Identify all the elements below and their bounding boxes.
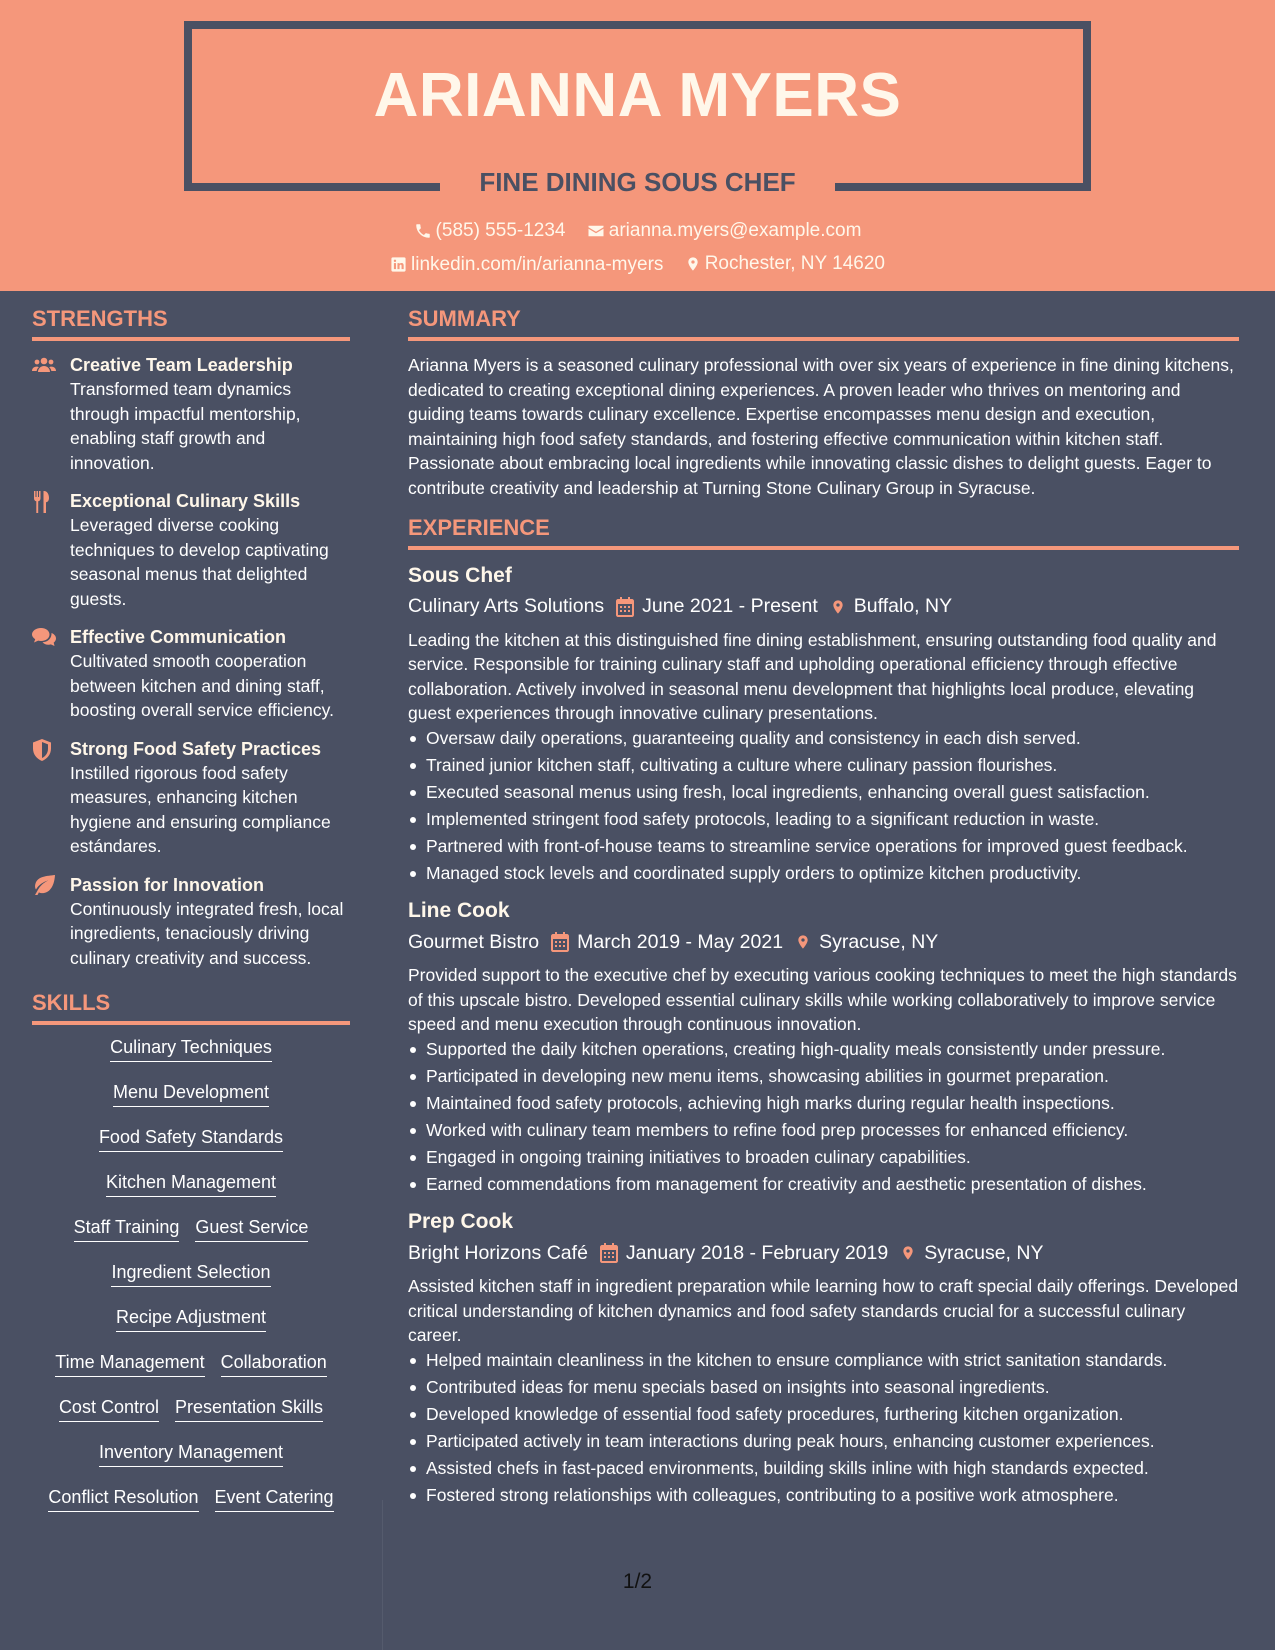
strength-title: Passion for Innovation [70,874,265,895]
job-bullet: Assisted chefs in fast-paced environments, building skills inline with high standards expected. [408,1456,1239,1481]
skill-tag: Guest Service [195,1217,308,1242]
job-title: FINE DINING SOUS CHEF [479,167,796,197]
map-pin-icon [900,1243,916,1263]
shield-icon [32,737,70,859]
skill-tag: Presentation Skills [175,1397,323,1422]
phone-text: (585) 555-1234 [435,220,566,241]
location-contact [685,253,885,275]
contact-row-1 [0,220,1275,246]
page-number: 1/2 [622,1570,653,1593]
skill-row [32,1307,350,1352]
job-bullet: Implemented stringent food safety protocols, leading to a significant reduction in waste. [408,807,1239,832]
linkedin-icon [390,256,407,273]
skill-tag: Culinary Techniques [110,1037,272,1062]
job-bullet: Oversaw daily operations, guaranteeing quality and consistency in each dish served. [408,726,1239,751]
job-bullet: Maintained food safety protocols, achieving high marks during regular health inspections. [408,1091,1239,1116]
resume-header [0,0,1275,291]
strength-text: Cultivated smooth cooperation between kitchen and dining staff, boosting overall service efficiency. [70,651,334,720]
job-bullet: Executed seasonal menus using fresh, local ingredients, enhancing overall guest satisfaction. [408,780,1239,805]
calendar-icon [551,932,569,952]
strength-text: Instilled rigorous food safety measures, enhancing kitchen hygiene and ensuring compliance estándares. [70,762,331,856]
job-meta [408,590,1239,624]
strength-item [32,353,350,475]
strength-title: Strong Food Safety Practices [70,738,322,759]
job-company: Culinary Arts Solutions [408,595,605,618]
linkedin-contact[interactable] [390,254,663,276]
job-bullet: Contributed ideas for menu specials based on insights into seasonal ingredients. [408,1375,1239,1400]
job-dates: June 2021 - Present [642,595,818,618]
right-column [408,306,1239,1519]
skills-section [32,990,350,1532]
skill-tag: Conflict Resolution [48,1487,198,1512]
strength-text: Continuously integrated fresh, local ingredients, tenaciously driving culinary creativity and success. [70,898,344,968]
skill-row [32,1442,350,1487]
map-pin-icon [685,255,701,273]
skill-tag: Time Management [55,1352,204,1377]
map-pin-icon [795,932,811,952]
job-company: Gourmet Bistro [408,930,540,953]
calendar-icon [600,1243,618,1263]
email-contact[interactable] [587,220,862,242]
email-text: arianna.myers@example.com [608,220,862,241]
location-text: Rochester, NY 14620 [704,253,885,274]
skill-tag: Ingredient Selection [111,1262,270,1287]
job-bullet: Developed knowledge of essential food safety procedures, furthering kitchen organization. [408,1402,1239,1427]
experience-heading: EXPERIENCE [408,515,1239,550]
skill-row [32,1172,350,1217]
job-bullet: Earned commendations from management for creativity and aesthetic presentation of dishes. [408,1172,1239,1197]
strength-item [32,737,350,859]
job-meta [408,925,1239,959]
linkedin-text: linkedin.com/in/arianna-myers [411,253,664,275]
map-pin-icon [830,597,846,617]
job-bullet: Participated actively in team interactions during peak hours, enhancing customer experiences. [408,1429,1239,1454]
job-bullet: Helped maintain cleanliness in the kitchen to ensure compliance with strict sanitation standards. [408,1348,1239,1373]
job-entry [408,562,1239,886]
job-dates: January 2018 - February 2019 [625,1241,889,1264]
skill-row [32,1397,350,1442]
summary-heading: SUMMARY [408,306,1239,341]
skill-row [32,1217,350,1262]
job-entry [408,1208,1239,1507]
job-meta [408,1236,1239,1270]
skill-tag: Recipe Adjustment [116,1307,266,1332]
skill-tag: Inventory Management [99,1442,283,1467]
strength-title: Effective Communication [70,627,287,647]
skill-tag: Menu Development [113,1082,269,1107]
job-role: Sous Chef [408,563,512,587]
job-bullets [408,1037,1239,1197]
users-icon [32,353,70,475]
job-location: Buffalo, NY [853,595,953,618]
skill-tag: Staff Training [74,1217,180,1242]
job-bullet: Partnered with front-of-house teams to streamline service operations for improved guest feedback. [408,834,1239,859]
job-bullet: Engaged in ongoing training initiatives to broaden culinary capabilities. [408,1145,1239,1170]
strength-item [32,625,350,723]
skill-tag: Collaboration [221,1352,327,1377]
skill-row [32,1037,350,1082]
candidate-name: ARIANNA MYERS [373,61,902,130]
job-bullets [408,1348,1239,1508]
skill-row [32,1352,350,1397]
job-description: Assisted kitchen staff in ingredient preparation while learning how to craft special daily offerings. Developed critical understanding of kitchen dynamics and food safety standards crucial for a successful culinary career. [408,1276,1239,1346]
job-company: Bright Horizons Café [408,1241,588,1264]
strengths-heading: STRENGTHS [32,306,350,341]
job-dates: March 2019 - May 2021 [577,930,784,953]
contact-row-2 [0,253,1275,279]
calendar-icon [616,597,634,617]
job-description: Provided support to the executive chef by executing various cooking techniques to meet the high standards of this upscale bistro. Developed essential culinary skills while working collaboratively to improve service speed and menu execution through continuous innovation. [408,965,1237,1035]
skill-tag: Food Safety Standards [99,1127,283,1152]
skill-tag: Cost Control [59,1397,159,1422]
envelope-icon [587,222,605,240]
skill-tag: Event Catering [215,1487,334,1512]
skills-heading: SKILLS [32,990,350,1025]
strength-item [32,873,350,971]
strength-title: Creative Team Leadership [70,355,293,375]
job-entry [408,897,1239,1196]
left-column [32,306,350,1532]
job-location: Syracuse, NY [819,930,939,953]
utensils-icon [32,489,70,611]
job-location: Syracuse, NY [924,1241,1044,1264]
phone-icon [414,222,432,240]
summary-text: Arianna Myers is a seasoned culinary professional with over six years of experience in fine dining kitchens, dedicated to creating exceptional dining experiences. A proven leader who thrives on mentoring and guiding teams towards culinary excellence. Expertise encompasses menu design and execution, maintaining high food safety standards, and fostering effective communication within kitchen staff. Passionate about embracing local ingredients while innovating classic dishes to delight guests. Eager to contribute creativity and leadership at Turning Stone Culinary Group in Syracuse. [408,355,1234,498]
skill-row [32,1262,350,1307]
skill-row [32,1487,350,1532]
strength-text: Leveraged diverse cooking techniques to develop captivating seasonal menus that delighted guests. [70,515,329,609]
strength-item [32,489,350,611]
job-bullet: Managed stock levels and coordinated supply orders to optimize kitchen productivity. [408,861,1239,886]
skill-tag: Kitchen Management [106,1172,276,1197]
job-bullets [408,726,1239,886]
job-bullet: Participated in developing new menu items, showcasing abilities in gourmet preparation. [408,1064,1239,1089]
leaf-icon [32,873,70,971]
comments-icon [32,625,70,723]
strength-text: Transformed team dynamics through impactful mentorship, enabling staff growth and innovation. [70,379,301,473]
job-bullet: Fostered strong relationships with colleagues, contributing to a positive work atmosphere. [408,1483,1239,1508]
skill-row [32,1082,350,1127]
job-bullet: Worked with culinary team members to refine food prep processes for enhanced efficiency. [408,1118,1239,1143]
job-bullet: Trained junior kitchen staff, cultivating a culture where culinary passion flourishes. [408,753,1239,778]
job-role: Prep Cook [408,1210,514,1234]
phone-contact [414,220,566,242]
strength-title: Exceptional Culinary Skills [70,491,301,511]
job-role: Line Cook [408,899,510,923]
job-description: Leading the kitchen at this distinguished fine dining establishment, ensuring outstanding food quality and service. Responsible for training culinary staff and upholding operational efficiency through effective collaboration. Actively involved in seasonal menu development that highlights local produce, elevating guest experiences through innovative culinary presentations. [408,629,1217,724]
skill-row [32,1127,350,1172]
job-bullet: Supported the daily kitchen operations, creating high-quality meals consistently under pressure. [408,1037,1239,1062]
